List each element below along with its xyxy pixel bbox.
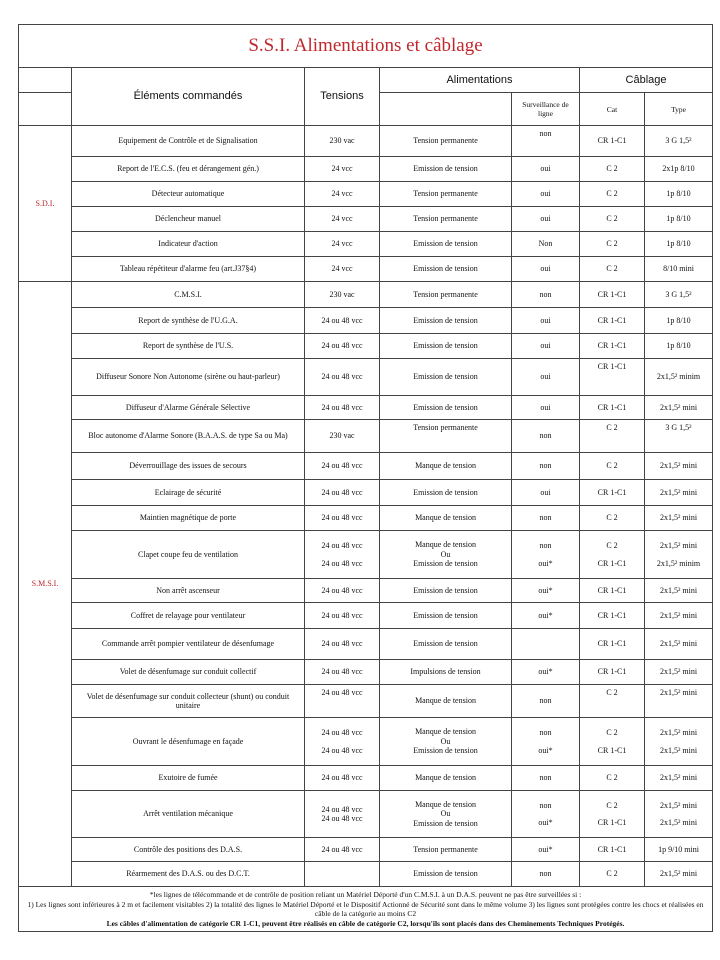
cell-alimentation: Manque de tension [380, 766, 512, 791]
cell-alimentation: Manque de tension [380, 453, 512, 480]
cell-tension: 24 vcc [305, 157, 380, 182]
cell-alimentation [380, 718, 512, 766]
tension-line: 24 ou 48 vcc [321, 814, 363, 823]
cell-tension: 230 vac [305, 282, 380, 308]
table-row [19, 257, 713, 282]
cell-tension [305, 791, 380, 838]
table-row [19, 453, 713, 480]
cat-line: CR 1-C1 [597, 818, 627, 827]
cell-tension: 24 ou 48 vcc [305, 506, 380, 531]
cell-alimentation: Manque de tension [380, 506, 512, 531]
cell-surveillance: oui [512, 182, 580, 207]
cell-type: 2x1,5² mini [645, 396, 713, 420]
cell-type: 1p 8/10 [645, 207, 713, 232]
cell-element: Report de synthèse de l'U.S. [72, 334, 305, 359]
table-row [19, 531, 713, 579]
cell-type: 2x1,5² mini [645, 506, 713, 531]
header-blank-cell [19, 68, 72, 93]
cell-element: Indicateur d'action [72, 232, 305, 257]
cell-cat: C 2 [580, 232, 645, 257]
cell-element: Coffret de relayage pour ventilateur [72, 603, 305, 629]
page-title: S.S.I. Alimentations et câblage [19, 25, 713, 68]
cell-surveillance: oui [512, 334, 580, 359]
cell-type: 2x1,5² mini [645, 603, 713, 629]
surv-line: non [539, 541, 552, 550]
alim-or: Ou [440, 549, 451, 559]
cell-cat [580, 531, 645, 579]
cell-cat: C 2 [580, 766, 645, 791]
cell-alimentation: Emission de tension [380, 257, 512, 282]
tension-line: 24 ou 48 vcc [321, 804, 363, 814]
footnote-line-2: 1) Les lignes sont inférieures à 2 m et facilement visitables 2) la totalité des lignes le Matériel Déporté et le Dispositif Actionné de Sécurité sont dans le même volume 3) les lignes sont protégées contre les chocs et réalisées en câble de la catégorie au moins C2 [27, 899, 704, 918]
type-line: 2x1,5² mini [659, 745, 698, 755]
cell-element: Equipement de Contrôle et de Signalisation [72, 126, 305, 157]
cell-element: Eclairage de sécurité [72, 480, 305, 506]
alim-or: Ou [440, 809, 451, 819]
cell-type [645, 791, 713, 838]
cell-alimentation: Emission de tension [380, 396, 512, 420]
cell-surveillance: non [512, 126, 580, 157]
cell-type: 1p 8/10 [645, 334, 713, 359]
cell-alimentation: Emission de tension [380, 157, 512, 182]
cell-alimentation: Emission de tension [380, 334, 512, 359]
cell-alimentation [380, 791, 512, 838]
surv-line: non [539, 728, 552, 737]
cell-type: 2x1,5² mini [645, 660, 713, 685]
cell-cat: CR 1-C1 [580, 396, 645, 420]
cell-surveillance [512, 718, 580, 766]
table-row [19, 396, 713, 420]
header-blank-cell [19, 93, 72, 126]
tension-line: 24 ou 48 vcc [321, 541, 363, 550]
cell-element: Réarmement des D.A.S. ou des D.C.T. [72, 862, 305, 887]
table-row [19, 579, 713, 603]
cell-cat: CR 1-C1 [580, 126, 645, 157]
cell-cat: C 2 [580, 257, 645, 282]
alim-or: Ou [440, 736, 451, 746]
header-alim-blank [380, 93, 512, 126]
cell-surveillance: oui* [512, 603, 580, 629]
alim-line: Emission de tension [413, 818, 478, 828]
cell-surveillance: non [512, 685, 580, 718]
cell-surveillance [512, 531, 580, 579]
type-line: 2x1,5² minim [656, 558, 701, 568]
type-line: 2x1,5² mini [659, 541, 698, 550]
cell-element: Bloc autonome d'Alarme Sonore (B.A.A.S. de type Sa ou Ma) [72, 420, 305, 453]
cell-alimentation: Emission de tension [380, 579, 512, 603]
cell-tension: 230 vac [305, 126, 380, 157]
cell-alimentation: Tension permanente [380, 282, 512, 308]
footnote [19, 887, 713, 932]
cell-surveillance: oui [512, 157, 580, 182]
cell-surveillance: non [512, 282, 580, 308]
cell-tension: 24 vcc [305, 207, 380, 232]
type-line: 2x1,5² mini [659, 728, 698, 737]
cell-cat: CR 1-C1 [580, 359, 645, 396]
cell-alimentation: Manque de tension [380, 685, 512, 718]
cell-surveillance: oui [512, 207, 580, 232]
cell-cat: C 2 [580, 862, 645, 887]
cell-surveillance: non [512, 862, 580, 887]
cell-alimentation: Tension permanente [380, 420, 512, 453]
cell-cat: C 2 [580, 207, 645, 232]
cat-line: C 2 [606, 541, 618, 550]
cell-alimentation: Emission de tension [380, 862, 512, 887]
cell-alimentation: Impulsions de tension [380, 660, 512, 685]
cell-element: Contrôle des positions des D.A.S. [72, 838, 305, 862]
cell-element: Ouvrant le désenfumage en façade [72, 718, 305, 766]
cell-surveillance: oui [512, 257, 580, 282]
footnote-line-1: *les lignes de télécommande et de contrôle de position reliant un Matériel Déporté d'un C.M.S.I. à un D.A.S. peuvent ne pas être surveillées si : [149, 890, 582, 899]
cell-type: 2x1,5² mini [645, 579, 713, 603]
cell-cat: CR 1-C1 [580, 838, 645, 862]
cell-tension: 24 ou 48 vcc [305, 334, 380, 359]
alim-line: Manque de tension [415, 540, 476, 550]
table-row [19, 685, 713, 718]
cell-cat: C 2 [580, 685, 645, 718]
group-label-smsi: S.M.S.I. [19, 282, 72, 887]
cell-surveillance: oui* [512, 660, 580, 685]
cell-element: Diffuseur d'Alarme Générale Sélective [72, 396, 305, 420]
cell-element: Exutoire de fumée [72, 766, 305, 791]
cell-alimentation: Emission de tension [380, 629, 512, 660]
header-alimentations: Alimentations [380, 68, 580, 93]
cell-element: Report de l'E.C.S. (feu et dérangement gén.) [72, 157, 305, 182]
cell-type: 2x1,5² mini [645, 862, 713, 887]
type-line: 2x1,5² mini [659, 800, 698, 810]
cell-type: 2x1p 8/10 [645, 157, 713, 182]
cell-type: 2x1,5² mini [645, 453, 713, 480]
cell-alimentation: Tension permanente [380, 126, 512, 157]
cell-tension: 24 ou 48 vcc [305, 766, 380, 791]
cell-surveillance: non [512, 453, 580, 480]
header-type: Type [645, 93, 713, 126]
cell-element: Déclencheur manuel [72, 207, 305, 232]
table-row [19, 334, 713, 359]
cell-tension: 24 ou 48 vcc [305, 660, 380, 685]
cell-cat: C 2 [580, 453, 645, 480]
cell-type [645, 531, 713, 579]
cell-alimentation: Emission de tension [380, 603, 512, 629]
table-row [19, 766, 713, 791]
cell-type: 2x1,5² mini [645, 685, 713, 718]
cell-cat: CR 1-C1 [580, 334, 645, 359]
cell-type: 1p 8/10 [645, 232, 713, 257]
cell-surveillance [512, 791, 580, 838]
type-line: 2x1,5² mini [659, 818, 698, 827]
cell-tension: 24 ou 48 vcc [305, 685, 380, 718]
footnote-bold: Les câbles d'alimentation de catégorie CR 1-C1, peuvent être réalisés en câble de catégorie C2, lorsqu'ils sont placés dans des Cheminements Techniques Protégés. [106, 918, 625, 928]
cell-element: Non arrêt ascenseur [72, 579, 305, 603]
cell-cat: CR 1-C1 [580, 480, 645, 506]
cell-tension: 24 ou 48 vcc [305, 453, 380, 480]
cat-line: C 2 [606, 800, 618, 810]
tension-line: 24 ou 48 vcc [321, 745, 363, 755]
ssi-table [18, 24, 713, 932]
cell-cat: C 2 [580, 157, 645, 182]
surv-line: oui* [538, 745, 553, 755]
cell-tension: 24 vcc [305, 232, 380, 257]
cell-surveillance: Non [512, 232, 580, 257]
table-row [19, 207, 713, 232]
cell-tension: 24 ou 48 vcc [305, 480, 380, 506]
alim-line: Emission de tension [413, 746, 478, 756]
header-tensions: Tensions [305, 68, 380, 126]
cell-surveillance: oui [512, 396, 580, 420]
cell-element: C.M.S.I. [72, 282, 305, 308]
table-row [19, 126, 713, 157]
cell-alimentation: Emission de tension [380, 480, 512, 506]
cell-type: 2x1,5² minim [645, 359, 713, 396]
table-row [19, 838, 713, 862]
surv-line: oui* [538, 818, 553, 827]
cell-surveillance: non [512, 506, 580, 531]
cell-alimentation [380, 531, 512, 579]
header-elements: Éléments commandés [72, 68, 305, 126]
cell-element: Arrêt ventilation mécanique [72, 791, 305, 838]
cell-cat: CR 1-C1 [580, 308, 645, 334]
cell-type: 8/10 mini [645, 257, 713, 282]
cell-element: Commande arrêt pompier ventilateur de désenfumage [72, 629, 305, 660]
cell-element: Détecteur automatique [72, 182, 305, 207]
cell-surveillance: oui [512, 480, 580, 506]
cell-element: Déverrouillage des issues de secours [72, 453, 305, 480]
cell-type: 2x1,5² mini [645, 629, 713, 660]
cell-tension: 24 ou 48 vcc [305, 629, 380, 660]
cell-tension [305, 531, 380, 579]
cell-tension: 24 vcc [305, 257, 380, 282]
table-row [19, 660, 713, 685]
cell-cat: CR 1-C1 [580, 579, 645, 603]
cell-tension: 24 ou 48 vcc [305, 603, 380, 629]
table-row [19, 282, 713, 308]
cell-tension: 24 ou 48 vcc [305, 838, 380, 862]
cell-element: Clapet coupe feu de ventilation [72, 531, 305, 579]
table-row [19, 157, 713, 182]
cell-element: Tableau répétiteur d'alarme feu (art.J37§4) [72, 257, 305, 282]
cell-element: Volet de désenfumage sur conduit collectif [72, 660, 305, 685]
cell-type: 2x1,5² mini [645, 766, 713, 791]
header-surveillance: Surveillance de ligne [512, 93, 580, 126]
cat-line: CR 1-C1 [597, 558, 627, 568]
tension-line: 24 ou 48 vcc [321, 728, 363, 737]
cell-cat: C 2 [580, 506, 645, 531]
table-row [19, 182, 713, 207]
cell-alimentation: Emission de tension [380, 232, 512, 257]
cell-cat: CR 1-C1 [580, 282, 645, 308]
cell-alimentation: Tension permanente [380, 207, 512, 232]
cell-surveillance: oui [512, 359, 580, 396]
cell-cat [580, 791, 645, 838]
cell-tension: 24 ou 48 vcc [305, 396, 380, 420]
tension-line: 24 ou 48 vcc [321, 558, 363, 568]
alim-line: Manque de tension [415, 799, 476, 809]
header-cablage: Câblage [580, 68, 713, 93]
cell-type: 2x1,5² mini [645, 480, 713, 506]
surv-line: oui* [538, 558, 553, 568]
alim-line: Manque de tension [415, 727, 476, 737]
cell-type: 3 G 1,5² [645, 126, 713, 157]
cell-tension: 24 ou 48 vcc [305, 308, 380, 334]
cell-tension: 24 vcc [305, 182, 380, 207]
cell-tension: 230 vac [305, 420, 380, 453]
cell-cat [580, 718, 645, 766]
alim-line: Emission de tension [413, 559, 478, 569]
cell-type: 3 G 1,5² [645, 420, 713, 453]
cell-tension [305, 718, 380, 766]
cell-element: Report de synthèse de l'U.G.A. [72, 308, 305, 334]
group-label-sdi: S.D.I. [19, 126, 72, 282]
table-row [19, 629, 713, 660]
cell-tension: 24 ou 48 vcc [305, 359, 380, 396]
cell-type [645, 718, 713, 766]
cell-surveillance: non [512, 420, 580, 453]
cell-surveillance: oui* [512, 838, 580, 862]
table-row [19, 420, 713, 453]
cell-alimentation: Tension permanente [380, 838, 512, 862]
cell-cat: C 2 [580, 420, 645, 453]
cell-element: Volet de désenfumage sur conduit collecteur (shunt) ou conduit unitaire [72, 685, 305, 718]
cell-tension [305, 862, 380, 887]
cell-surveillance: oui* [512, 579, 580, 603]
table-row [19, 718, 713, 766]
cat-line: CR 1-C1 [597, 745, 627, 755]
cell-cat: CR 1-C1 [580, 629, 645, 660]
surv-line: non [539, 800, 552, 810]
cell-cat: C 2 [580, 182, 645, 207]
cell-cat: CR 1-C1 [580, 603, 645, 629]
table-row [19, 359, 713, 396]
cell-type: 3 G 1,5² [645, 282, 713, 308]
table-row [19, 506, 713, 531]
table-row [19, 232, 713, 257]
footnote-row [19, 887, 713, 932]
cell-type: 1p 8/10 [645, 182, 713, 207]
cell-type: 1p 8/10 [645, 308, 713, 334]
cat-line: C 2 [606, 728, 618, 737]
table-row [19, 791, 713, 838]
cell-cat: CR 1-C1 [580, 660, 645, 685]
header-cat: Cat [580, 93, 645, 126]
cell-element: Maintien magnétique de porte [72, 506, 305, 531]
document-sheet [18, 24, 712, 932]
cell-alimentation: Emission de tension [380, 359, 512, 396]
cell-alimentation: Tension permanente [380, 182, 512, 207]
cell-type: 1p 9/10 mini [645, 838, 713, 862]
cell-element: Diffuseur Sonore Non Autonome (sirène ou haut-parleur) [72, 359, 305, 396]
table-row [19, 603, 713, 629]
cell-alimentation: Emission de tension [380, 308, 512, 334]
table-row [19, 308, 713, 334]
cell-surveillance [512, 629, 580, 660]
cell-surveillance: non [512, 766, 580, 791]
table-row [19, 862, 713, 887]
header-row-1 [19, 68, 713, 93]
title-row [19, 25, 713, 68]
table-row [19, 480, 713, 506]
cell-tension: 24 ou 48 vcc [305, 579, 380, 603]
cell-surveillance: oui [512, 308, 580, 334]
